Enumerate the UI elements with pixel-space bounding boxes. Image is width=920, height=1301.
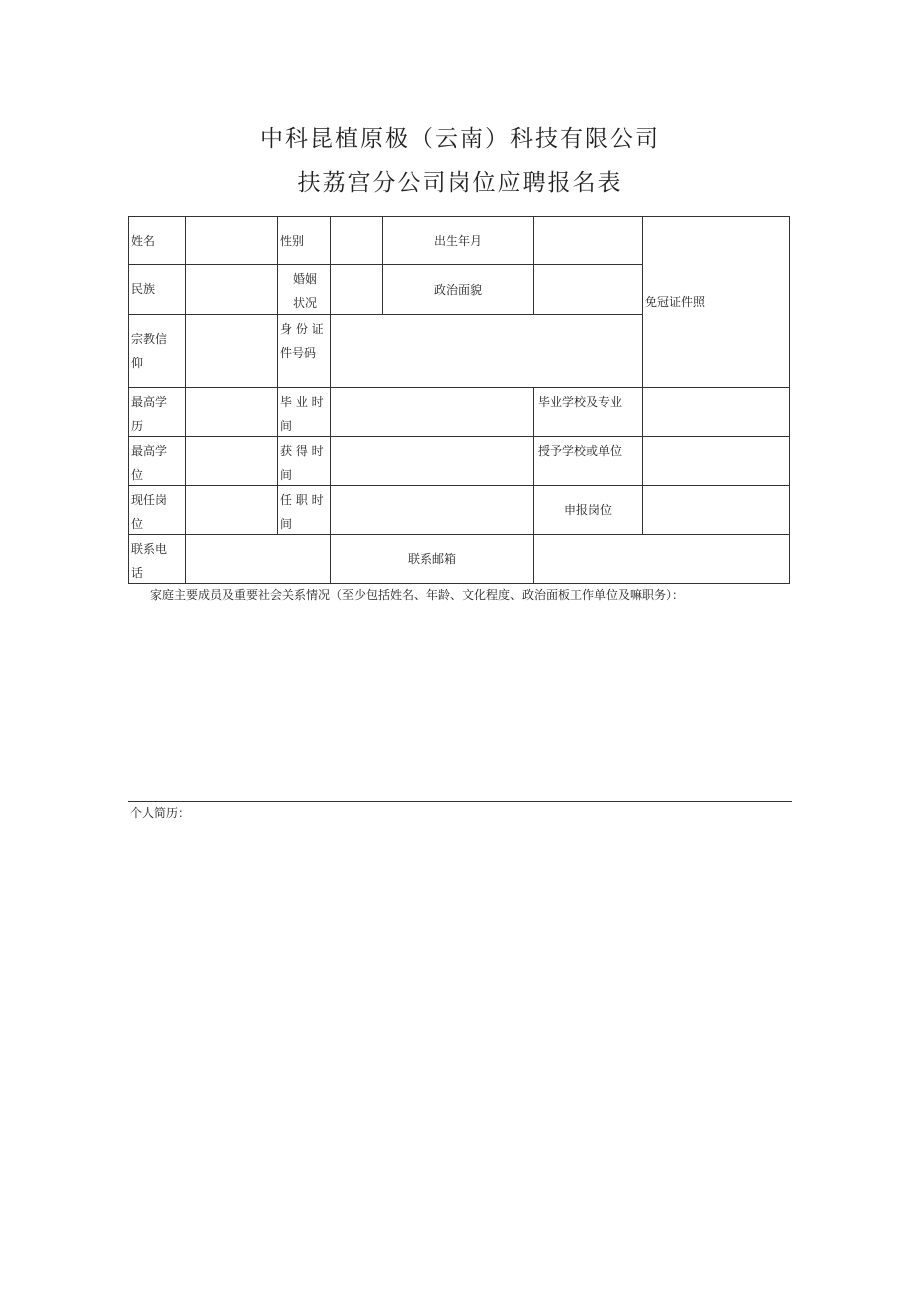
input-degree-school[interactable] [642, 436, 790, 486]
label-marital: 婚姻 状况 [277, 264, 331, 315]
label-birth: 出生年月 [382, 216, 534, 265]
label-religion: 宗教信 仰 [128, 314, 186, 388]
input-id-number[interactable] [330, 314, 643, 388]
photo-box[interactable]: 免冠证件照 [642, 216, 790, 388]
input-political[interactable] [533, 264, 643, 315]
input-ethnicity[interactable] [185, 264, 278, 315]
input-email[interactable] [533, 534, 790, 584]
label-email: 联系邮箱 [330, 534, 534, 584]
input-post-time[interactable] [330, 485, 534, 535]
label-degree-school: 授予学校或单位 [533, 436, 643, 486]
input-name[interactable] [185, 216, 278, 265]
input-degree-time[interactable] [330, 436, 534, 486]
form-title: 扶荔宫分公司岗位应聘报名表 [297, 170, 623, 196]
input-current-post[interactable] [185, 485, 278, 535]
company-title: 中科昆植原极（云南）科技有限公司 [260, 126, 660, 152]
label-post-time: 任 职 时 间 [277, 485, 331, 535]
label-ethnicity: 民族 [128, 264, 186, 315]
label-degree-time: 获 得 时 间 [277, 436, 331, 486]
input-education[interactable] [185, 387, 278, 437]
input-degree[interactable] [185, 436, 278, 486]
label-gender: 性别 [277, 216, 331, 265]
input-grad-time[interactable] [330, 387, 534, 437]
label-degree: 最高学 位 [128, 436, 186, 486]
label-grad-school: 毕业学校及专业 [533, 387, 643, 437]
label-name: 姓名 [128, 216, 186, 265]
input-marital[interactable] [330, 264, 383, 315]
input-phone[interactable] [185, 534, 331, 584]
label-current-post: 现任岗 位 [128, 485, 186, 535]
input-birth[interactable] [533, 216, 643, 265]
label-phone: 联系电 话 [128, 534, 186, 584]
resume-label: 个人简历： [130, 806, 191, 820]
label-education: 最高学 历 [128, 387, 186, 437]
label-apply-post: 申报岗位 [533, 485, 643, 535]
input-religion[interactable] [185, 314, 278, 388]
family-relations-label: 家庭主要成员及重要社会关系情况（至少包括姓名、年龄、文化程度、政治面板工作单位及嘛职务）： [150, 588, 685, 602]
label-grad-time: 毕 业 时 间 [277, 387, 331, 437]
input-gender[interactable] [330, 216, 383, 265]
application-form-table [128, 216, 790, 584]
input-grad-school[interactable] [642, 387, 790, 437]
label-political: 政治面貌 [382, 264, 534, 315]
input-apply-post[interactable] [642, 485, 790, 535]
label-id-number: 身 份 证 件号码 [277, 314, 331, 388]
section-divider [128, 801, 792, 802]
